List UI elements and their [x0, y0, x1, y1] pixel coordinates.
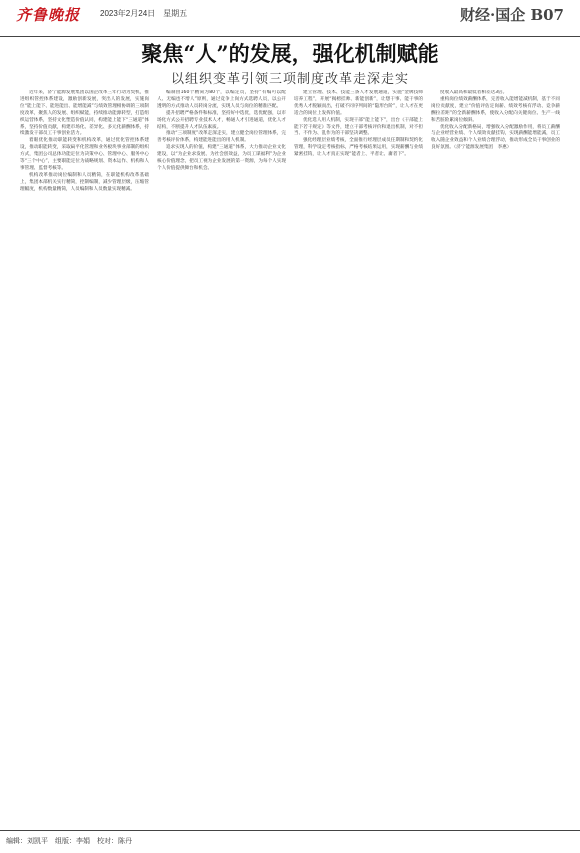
- article-paragraph: 优化收入分配新格局，增强收入分配激励作用，将员工薪酬与企业经营业绩、个人绩效贡献挂钩，实现薪酬能增能减，员工收入随企业效益和个人业绩合理浮动，推动形成全员干事创业的良好氛围。（济宁能源发展集团 李惠）: [431, 124, 560, 151]
- article-column-3: [294, 90, 423, 270]
- article-paragraph: 追求实现人的价值，构建“三通道”体系，大力推动企业文化建设，以“为企业求发展、为社会创效益，为员工谋福利”为企业核心价值理念，把员工视为企业发展的第一资源，为每个人实现个人价值提供舞台和机会。: [157, 145, 286, 171]
- masthead: [0, 0, 580, 37]
- editor-credits: 编辑：刘凯平 组版：李娟 校对：陈丹: [6, 837, 132, 845]
- article-paragraph: 度收入最高和最低者相差达3倍。: [440, 90, 508, 95]
- article-column-4: [431, 90, 560, 270]
- article-body: [20, 90, 560, 270]
- article-paragraph: 重构岗位绩效薪酬体系，完善收入能增能减机制，基于不同岗位贡献度，建立“价值评估定岗薪、绩效考核有浮动、竞争薪酬拉差距”的全新薪酬体系，使收入分配向关键岗位、生产一线和苦脏险累岗位倾斜。: [431, 96, 560, 123]
- article-paragraph: 强化经理层业绩考核，全面推行经理层成员任期制和契约化管理，科学设定考核指标，严格考核结果运用，实现薪酬与业绩紧密挂钩，让人才真正实现“能者上、平者让、庸者下”。: [294, 138, 423, 158]
- article-column-1: [20, 90, 149, 270]
- article-paragraph: 编制由160个精简为80个，以编定员，坚持“有编可以配人、无编也不增人”原则，通过竞争上岗方式选聘人员，以公开透明的方式推动人员转岗分流，实现人员与岗位的精准匹配。: [157, 90, 286, 109]
- section-label: 财经·国企 B07: [460, 6, 564, 24]
- newspaper-logo: 齐鲁晚报: [16, 6, 81, 24]
- article-paragraph: 近年来，济宁能源发展集团以国企改革三年行动为契机，推进组织管控体系建设，激励创新发展，突出人的发展，实施岗位“能上能下、能进能出、能增能减”与绩效管理相协调的三项制度改革，聚焦人的发展、组织赋能，持续推动能源转型，打造组织运营体系，坚持文化塑造价值认同，构建能上能下“三通道”体系，坚持价值贡献，构建市场化、差异化、多元化薪酬体系，持续激发干部员工干事创业活力。: [20, 90, 149, 137]
- article-paragraph: 机构改革推动岗位编制和人员精简，在职能机构改革基础上，集团本部机关实行精简，控制编制，减少管理层级，压缩管理幅度，机构数量精简，人员编制和人员数量实现精减。: [20, 172, 149, 192]
- article-headline: 聚焦“人”的发展，强化机制赋能: [141, 41, 439, 66]
- article-paragraph: 推动“三项制度”改革走深走实，建立健全岗位管理体系，完善考核评价体系，构建能进能出的用人机制。: [157, 131, 286, 144]
- article-paragraph: 优化选人用人机制，实现干部“能上能下”，出台《干部能上能下若干规定》等文件，建立干部考核评价和退出机制，对不担当、不作为、乱作为的干部坚决调整。: [294, 117, 423, 137]
- article-paragraph: 提升招聘严格条件和标准，坚持好中选优，选优配强，以市场化方式公开招聘专业技术人才，畅通人才引进通道，优化人才结构，不断提升人才队伍素质。: [157, 110, 286, 130]
- article-paragraph: 建立管理、技术、技能三条人才发展通道，实施“金牌技师培养工程”，开展“揭榜挂帅、新能创新”，让想干事、能干事的优秀人才脱颖而出，打破不同序列间的“隐形台阶”，让人才在更适合的岗位上发挥价值。: [294, 90, 423, 116]
- article-subheadline: 以组织变革引领三项制度改革走深走实: [170, 72, 409, 87]
- issue-date: 2023年2月24日 星期五: [100, 9, 188, 18]
- article-column-2: [157, 90, 286, 270]
- page-footer: [0, 830, 580, 853]
- article-paragraph: 着眼优化推动职能转变和机构改革，通过优化管控体系建设，推动职能转变，采取扁平化管理和业务板块事业部制的组织方式，集团公司总体功能定位为决策中心、管理中心、服务中心等“三个中心”，主要职能定位为战略规划、资本运作、机构和人事管理、监督考核等。: [20, 138, 149, 171]
